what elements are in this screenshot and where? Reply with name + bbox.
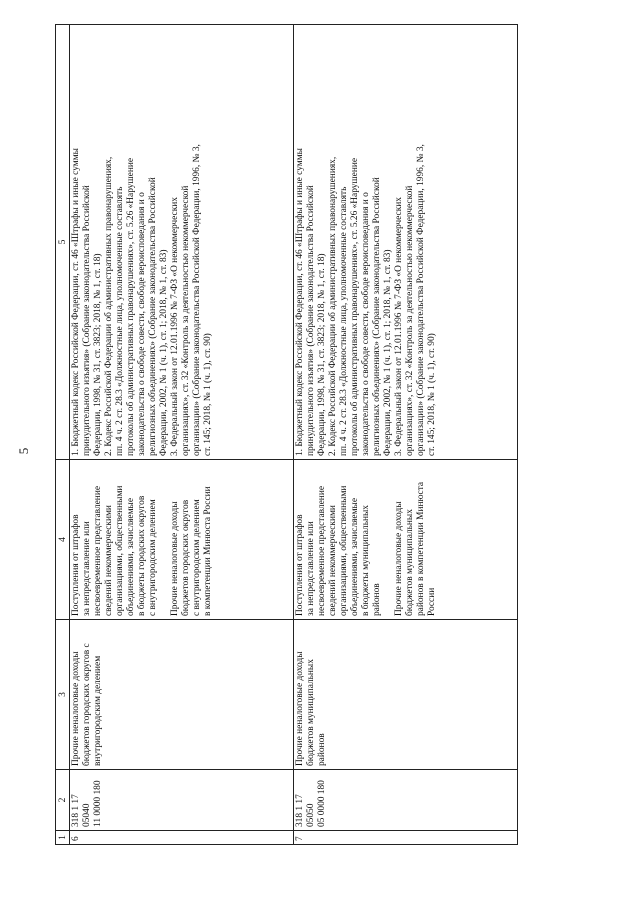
description-part-1: Поступления от штрафов за непредставление или несвоевременное представление сведений некоммерческими организациями, общественными объединениями, зачисляемые в бюджеты городских округов с внутригородским делением — [71, 485, 158, 616]
revenue-name: Прочие неналоговые доходы бюджетов муниципальных районов — [294, 620, 518, 770]
header-col-5: 5 — [56, 25, 70, 460]
revenue-codes-table — [55, 24, 518, 845]
description-part-2: Прочие неналоговые доходы бюджетов муниципальных районов в компетенции Минюста России — [394, 481, 437, 616]
header-col-4: 4 — [56, 460, 70, 620]
table-row — [294, 25, 518, 845]
revenue-description — [294, 460, 518, 620]
budget-classification-code: 318 1 17 05050 05 0000 180 — [294, 770, 518, 831]
budget-classification-code: 318 1 17 05040 11 0000 180 — [70, 770, 294, 831]
row-number: 6 — [70, 831, 294, 845]
page-number: 5 — [16, 447, 31, 455]
row-number: 7 — [294, 831, 518, 845]
revenue-name: Прочие неналоговые доходы бюджетов городских округов с внутригородским делением — [70, 620, 294, 770]
table-header-row — [56, 25, 70, 845]
description-part-2: Прочие неналоговые доходы бюджетов городских округов с внутригородским делением в компетенции Минюста России — [170, 486, 213, 616]
revenue-description — [70, 460, 294, 620]
header-col-2: 2 — [56, 770, 70, 831]
header-col-3: 3 — [56, 620, 70, 770]
header-col-1: 1 — [56, 831, 70, 845]
description-part-1: Поступления от штрафов за непредставление или несвоевременное представление сведений некоммерческими организациями, общественными объединениями, зачисляемые в бюджеты муниципальных районов — [295, 485, 382, 616]
legal-basis: 1. Бюджетный кодекс Российской Федерации, ст. 46 «Штрафы и иные суммы принудительного изъятия» (Собрание законодательства Российской Федерации, 1998, № 31, ст. 3823; 2018, № 1, ст. 18) 2. Кодекс Российской Федерации об административных правонарушениях, пп. 4 ч. 2 ст. 28.3 «Должностные лица, уполномоченные составлять протоколы об административных правонарушениях», ст. 5.26 «Нарушение законодательства о свободе совести, свободе вероисповедания и о религиозных объединениях» (Собрание законодательства Российской Федерации, 2002, № 1 (ч. 1), ст. 1; 2018, № 1, ст. 83) 3. Федеральный закон от 12.01.1996 № 7-ФЗ «О некоммерческих организациях», ст. 32 «Контроль за деятельностью некоммерческой организации» (Собрание законодательства Российской Федерации, 1996, № 3, ст. 145; 2018, № 1 (ч. 1), ст. 90) — [70, 25, 294, 460]
rotated-page-content — [55, 25, 595, 845]
legal-basis: 1. Бюджетный кодекс Российской Федерации, ст. 46 «Штрафы и иные суммы принудительного изъятия» (Собрание законодательства Российской Федерации, 1998, № 31, ст. 3823; 2018, № 1, ст. 18) 2. Кодекс Российской Федерации об административных правонарушениях, пп. 4 ч. 2 ст. 28.3 «Должностные лица, уполномоченные составлять протоколы об административных правонарушениях», ст. 5.26 «Нарушение законодательства о свободе совести, свободе вероисповедания и о религиозных объединениях» (Собрание законодательства Российской Федерации, 2002, № 1 (ч. 1), ст. 1; 2018, № 1, ст. 83) 3. Федеральный закон от 12.01.1996 № 7-ФЗ «О некоммерческих организациях», ст. 32 «Контроль за деятельностью некоммерческой организации» (Собрание законодательства Российской Федерации, 1996, № 3, ст. 145; 2018, № 1 (ч. 1), ст. 90) — [294, 25, 518, 460]
table-row — [70, 25, 294, 845]
